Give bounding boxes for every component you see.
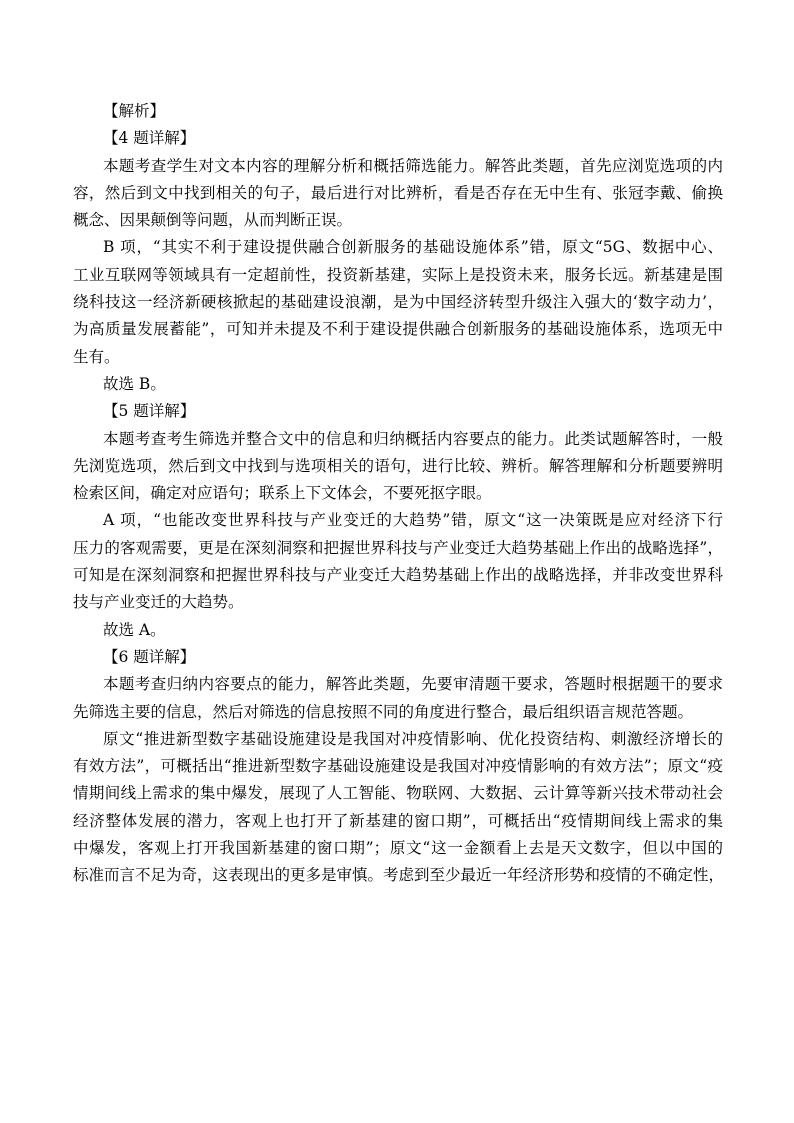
section-heading: 故选 B。: [103, 374, 166, 393]
paragraph-line: 为高质量发展蓄能”，可知并未提及不利于建设提供融合创新服务的基础设施体系，选项无中: [73, 320, 723, 339]
paragraph-line: 压力的客观需要，更是在深刻洞察和把握世界科技与产业变迁大趋势基础上作出的战略选择”，: [73, 538, 723, 557]
paragraph-line: A 项，“也能改变世界科技与产业变迁的大趋势”错，原文“这一决策既是应对经济下行: [103, 511, 723, 530]
section-heading: 故选 A。: [103, 620, 166, 639]
paragraph-line: 中爆发，客观上打开我国新基建的窗口期”；原文“这一金额看上去是天文数字，但以中国的: [73, 839, 723, 858]
paragraph-line: 容，然后到文中找到相关的句子，最后进行对比辨析，看是否存在无中生有、张冠李戴、偷换: [73, 183, 723, 202]
document-body: [73, 98, 725, 890]
section-heading: 【4 题详解】: [103, 129, 196, 148]
paragraph-line: 绕科技这一经济新硬核掀起的基础建设浪潮，是为中国经济转型升级注入强大的‘数字动力’，: [73, 293, 723, 312]
paragraph-line: 先筛选主要的信息，然后对筛选的信息按照不同的角度进行整合，最后组织语言规范答题。: [73, 702, 694, 721]
paragraph-line: 有效方法”，可概括出“推进新型数字基础设施建设是我国对冲疫情影响的有效方法”；原文“疫: [73, 757, 723, 776]
paragraph-line: 先浏览选项，然后到文中找到与选项相关的语句，进行比较、辨析。解答理解和分析题要辨明: [73, 456, 723, 475]
paragraph-line: 本题考查考生筛选并整合文中的信息和归纳概括内容要点的能力。此类试题解答时，一般: [103, 429, 723, 448]
paragraph-line: 概念、因果颠倒等问题，从而判断正误。: [73, 211, 353, 230]
paragraph-line: 可知是在深刻洞察和把握世界科技与产业变迁大趋势基础上作出的战略选择，并非改变世界科: [73, 566, 723, 585]
paragraph-line: B 项，“其实不利于建设提供融合创新服务的基础设施体系”错，原文“5G、数据中心、: [103, 238, 723, 257]
paragraph-line: 工业互联网等领域具有一定超前性，投资新基建，实际上是投资未来，服务长远。新基建是围: [73, 265, 723, 284]
paragraph-line: 生有。: [73, 347, 120, 366]
paragraph-line: 技与产业变迁的大趋势。: [73, 593, 244, 612]
paragraph-line: 经济整体发展的潜力，客观上也打开了新基建的窗口期”，可概括出“疫情期间线上需求的集: [73, 811, 723, 830]
paragraph-line: 本题考查归纳内容要点的能力，解答此类题，先要审清题干要求，答题时根据题干的要求: [103, 675, 723, 694]
paragraph-line: 原文“推进新型数字基础设施建设是我国对冲疫情影响、优化投资结构、刺激经济增长的: [103, 729, 723, 748]
section-heading: 【5 题详解】: [103, 402, 196, 421]
section-heading: 【6 题详解】: [103, 647, 196, 666]
paragraph-line: 情期间线上需求的集中爆发，展现了人工智能、物联网、大数据、云计算等新兴技术带动社会: [73, 784, 723, 803]
section-heading: 【解析】: [103, 102, 166, 120]
paragraph-line: 本题考查学生对文本内容的理解分析和概括筛选能力。解答此类题，首先应浏览选项的内: [103, 156, 723, 175]
paragraph-line: 检索区间，确定对应语句；联系上下文体会，不要死抠字眼。: [73, 484, 492, 503]
paragraph-line: 标准而言不足为奇，这表现出的更多是审慎。考虑到至少最近一年经济形势和疫情的不确定性，: [73, 866, 725, 885]
